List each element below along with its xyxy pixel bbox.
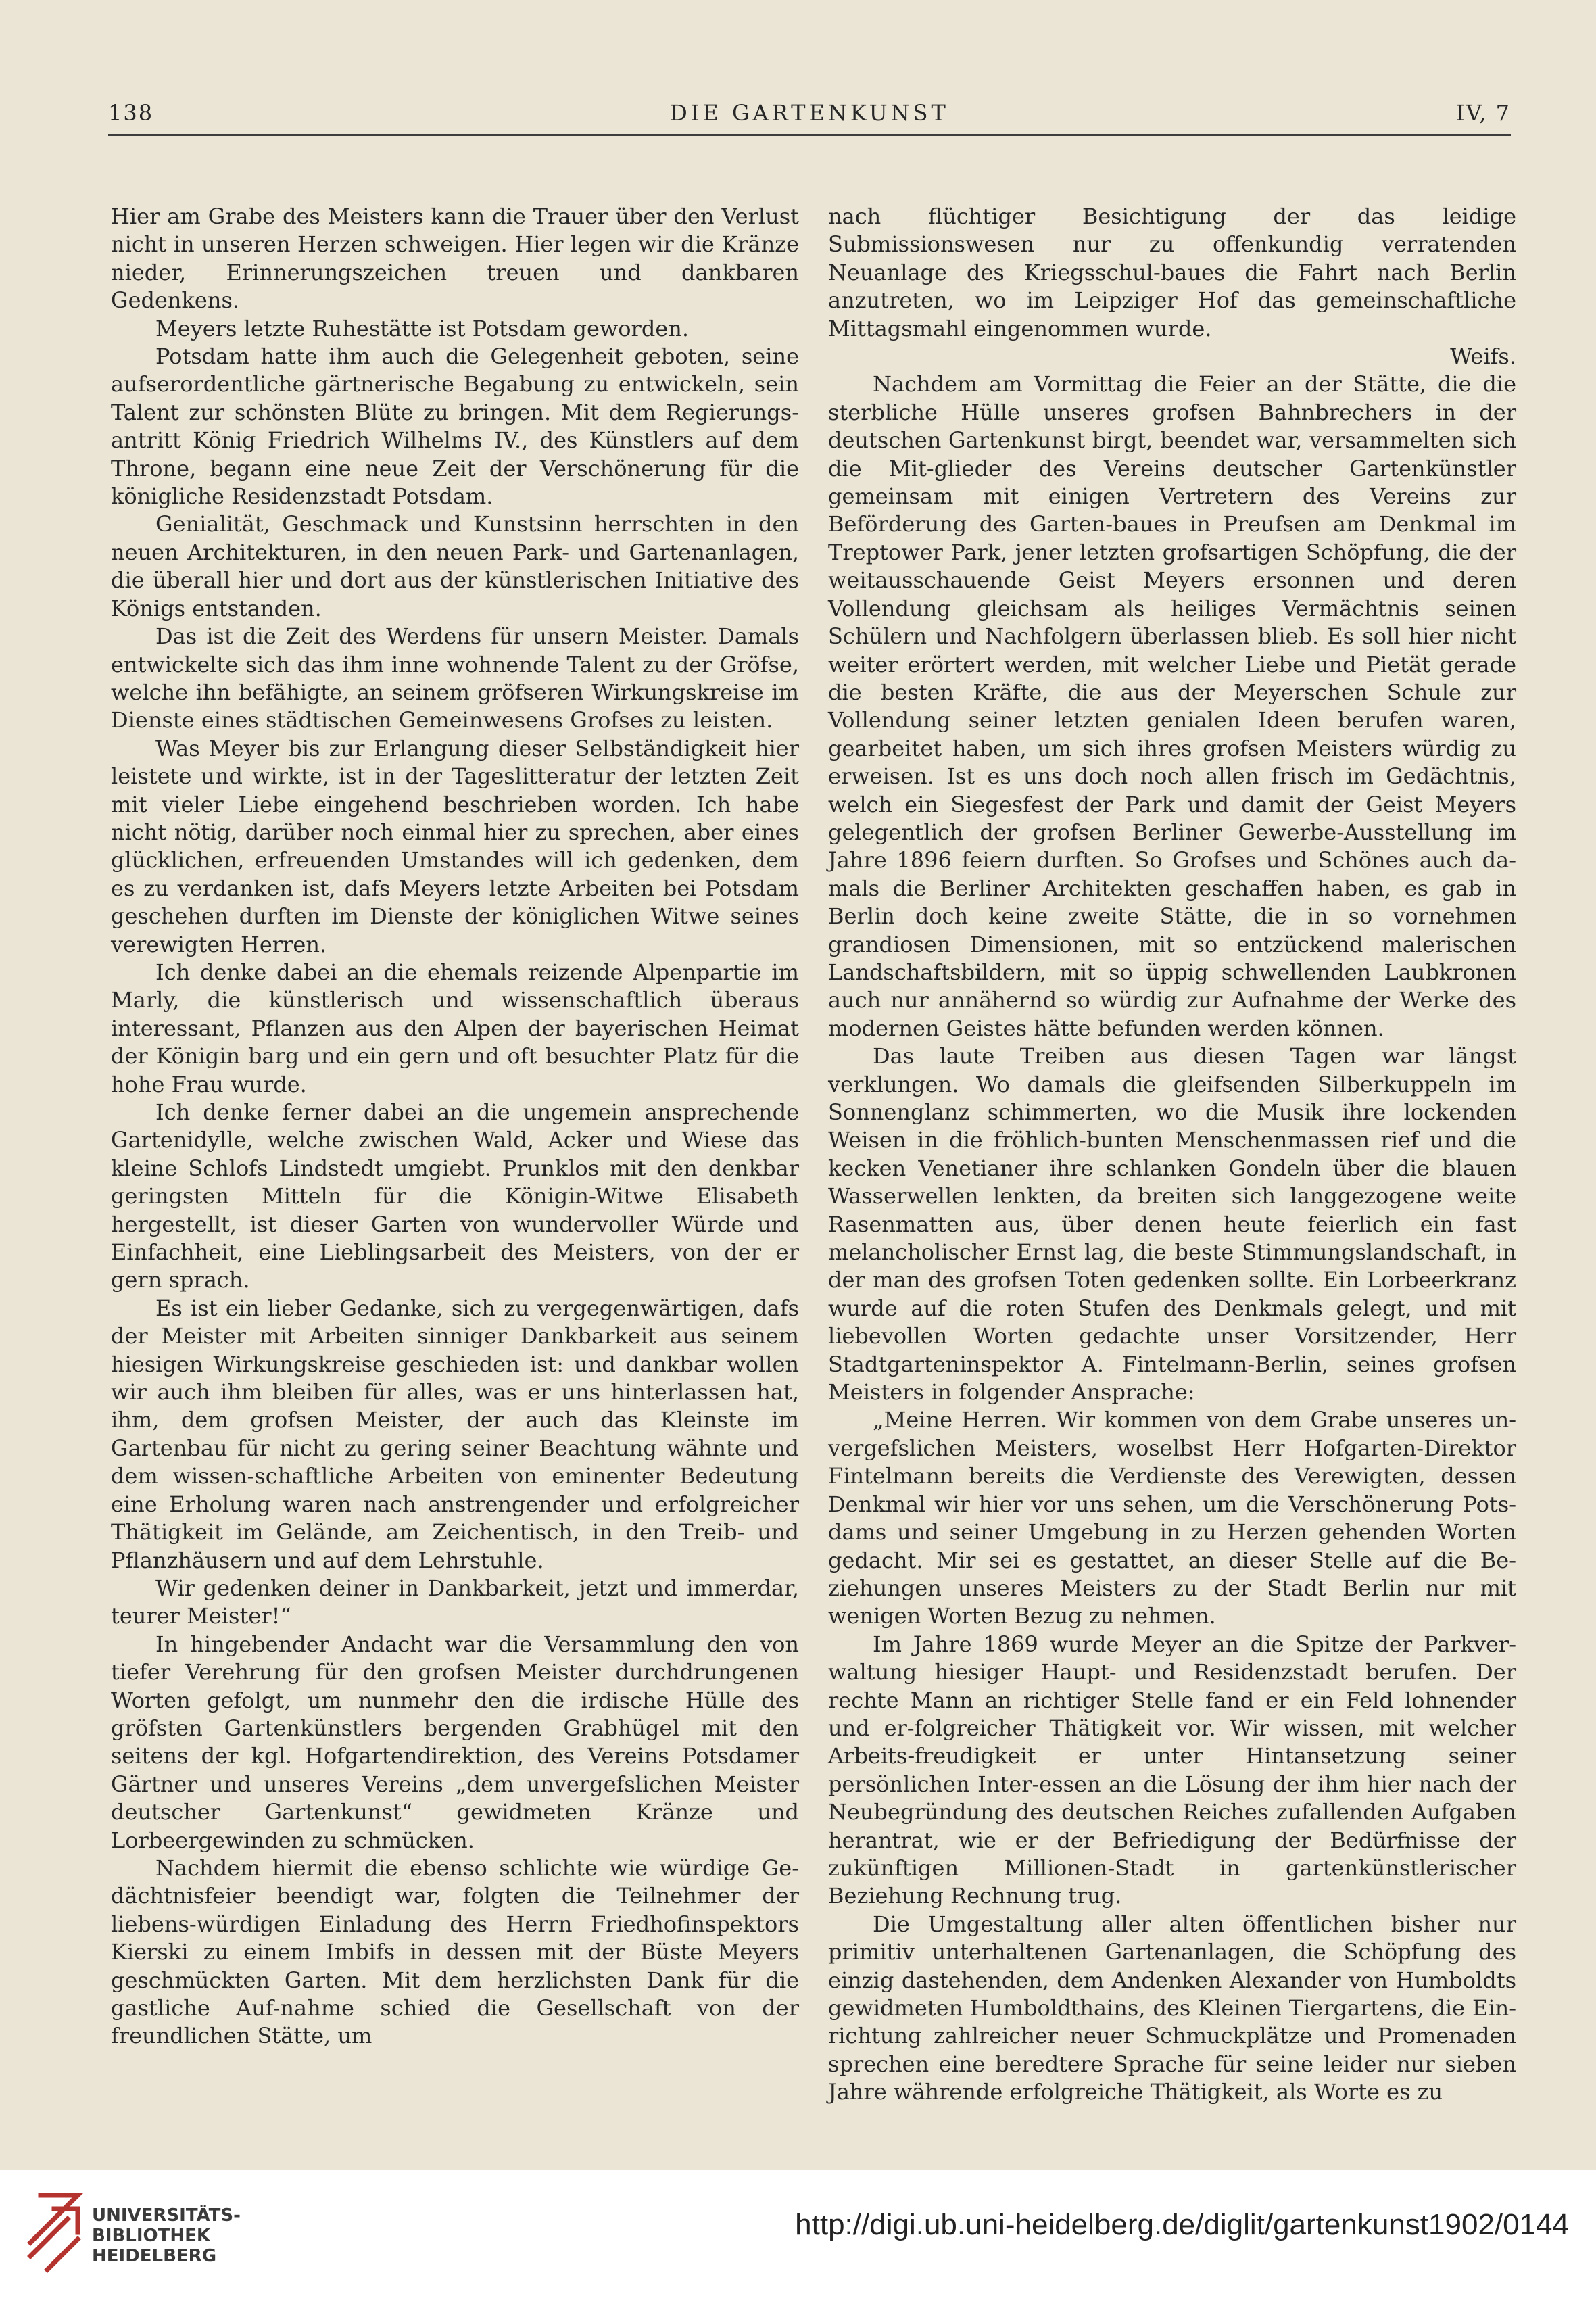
- paragraph: Nachdem hiermit die ebenso schlichte wie würdige Ge-dächtnisfeier beendigt war, folgten die Teilnehmer der liebens-würdigen Einladung des Herrn Friedhofinspektors Kierski zu einem Imbifs in dessen mit der Büste Meyers geschmückten Garten. Mit dem herzlichsten Dank für die gastliche Auf-nahme schied die Gesellschaft von der freundlichen Stätte, um: [111, 1854, 799, 2049]
- paragraph: Ich denke dabei an die ehemals reizende Alpenpartie im Marly, die künstlerisch und wissenschaftlich überaus interessant, Pflanzen aus den Alpen der bayerischen Heimat der Königin barg und ein gern und oft besuchter Platz für die hohe Frau wurde.: [111, 959, 799, 1097]
- paragraph: Was Meyer bis zur Erlangung dieser Selbständigkeit hier leistete und wirkte, ist in der Tageslitteratur der letzten Zeit mit vieler Liebe eingehend beschrieben worden. Ich habe nicht nötig, darüber noch einmal hier zu sprechen, aber eines glücklichen, erfreuenden Umstandes will ich gedenken, dem es zu verdanken ist, dafs Meyers letzte Arbeiten bei Potsdam geschehen durften im Dienste der königlichen Witwe seines verewigten Herren.: [111, 735, 799, 957]
- paragraph: Wir gedenken deiner in Dankbarkeit, jetzt und immerdar, teurer Meister!“: [111, 1575, 799, 1629]
- paragraph: Genialität, Geschmack und Kunstsinn herrschten in den neuen Architekturen, in den neuen Park- und Gartenanlagen, die überall hier und dort aus der künstlerischen Initiative des Königs entstanden.: [111, 511, 799, 621]
- library-logo-icon: [20, 2185, 88, 2280]
- paragraph: Potsdam hatte ihm auch die Gelegenheit geboten, seine aufserordentliche gärtnerische Begabung zu entwickeln, sein Talent zur schönsten Blüte zu bringen. Mit dem Regierungs-antritt König Friedrich Wilhelms IV., des Künstlers auf dem Throne, begann eine neue Zeit der Verschönerung für die königliche Residenzstadt Potsdam.: [111, 343, 799, 510]
- paragraph: Das laute Treiben aus diesen Tagen war längst verklungen. Wo damals die gleifsenden Silberkuppeln im Sonnenglanz schimmerten, wo die Musik ihre lockenden Weisen in die fröhlich-bunten Menschenmassen rief und die kecken Venetianer ihre schlanken Gondeln über die blauen Wasserwellen lenkten, da breiten sich langgezogene weite Rasenmatten aus, über denen heute feierlich ein fast melancholischer Ernst lag, die beste Stimmungslandschaft, in der man des grofsen Toten gedenken sollte. Ein Lorbeerkranz wurde auf die roten Stufen des Denkmals gelegt, und mit liebevollen Worten gedachte unser Vorsitzender, Herr Stadtgarteninspektor A. Fintelmann-Berlin, seines grofsen Meisters in folgender Ansprache:: [828, 1043, 1516, 1406]
- paragraph: In hingebender Andacht war die Versammlung den von tiefer Verehrung für den grofsen Meister durchdrungenen Worten gefolgt, um nunmehr den die irdische Hülle des gröfsten Gartenkünstlers bergenden Grabhügel mit den seitens der kgl. Hofgartendirektion, des Vereins Potsdamer Gärtner und unseres Vereins „dem unvergefslichen Meister deutscher Gartenkunst“ gewidmeten Kränze und Lorbeergewinden zu schmücken.: [111, 1631, 799, 1853]
- paragraph: Die Umgestaltung aller alten öffentlichen bisher nur primitiv unterhaltenen Gartenanlagen, die Schöpfung des einzig dastehenden, dem Andenken Alexander von Humboldts gewidmeten Humboldthains, des Kleinen Tiergartens, die Ein-richtung zahlreicher neuer Schmuckplätze und Promenaden sprechen eine beredtere Sprache für seine leider nur sieben Jahre währende erfolgreiche Thätigkeit, als Worte es zu: [828, 1911, 1516, 2105]
- paragraph: „Meine Herren. Wir kommen von dem Grabe unseres un-vergefslichen Meisters, woselbst Herr Hofgarten-Direktor Fintelmann bereits die Verdienste des Verewigten, dessen Denkmal wir hier vor uns sehen, um die Verschönerung Pots-dams und seiner Umgebung in zu Herzen gehenden Worten gedacht. Mir sei es gestattet, an dieser Stelle auf die Be-ziehungen unseres Meisters zu der Stadt Berlin nur mit wenigen Worten Bezug zu nehmen.: [828, 1407, 1516, 1629]
- library-footer: [0, 2170, 1596, 2298]
- library-name-line: BIBLIOTHEK: [92, 2226, 211, 2246]
- journal-title: DIE GARTENKUNST: [670, 100, 949, 126]
- paragraph: Ich denke ferner dabei an die ungemein ansprechende Gartenidylle, welche zwischen Wald, Acker und Wiese das kleine Schlofs Lindstedt umgiebt. Prunklos mit den denkbar geringsten Mitteln für die Königin-Witwe Elisabeth hergestellt, ist dieser Garten von wundervoller Würde und Einfachheit, eine Lieblingsarbeit des Meisters, von der er gern sprach.: [111, 1099, 799, 1293]
- paragraph: Das ist die Zeit des Werdens für unsern Meister. Damals entwickelte sich das ihm inne wohnende Talent zu der Gröfse, welche ihn befähigte, an seinem gröfseren Wirkungskreise im Dienste eines städtischen Gemeinwesens Grofses zu leisten.: [111, 623, 799, 734]
- library-name: [92, 2205, 241, 2266]
- left-column: [111, 203, 799, 2051]
- paragraph: Hier am Grabe des Meisters kann die Trauer über den Verlust nicht in unseren Herzen schweigen. Hier legen wir die Kränze nieder, Erinnerungszeichen treuen und dankbaren Gedenkens.: [111, 204, 799, 314]
- library-name-line: UNIVERSITÄTS-: [92, 2205, 241, 2226]
- paragraph: Im Jahre 1869 wurde Meyer an die Spitze der Parkver-waltung hiesiger Haupt- und Residenzstadt berufen. Der rechte Mann an richtiger Stelle fand er ein Feld lohnender und er-folgreicher Thätigkeit vor. Wir wissen, mit welcher Arbeits-freudigkeit er unter Hintansetzung seiner persönlichen Inter-essen an die Lösung der ihm hier nach der Neubegründung des deutschen Reiches zufallenden Aufgaben herantrat, wie er der Befriedigung der Bedürfnisse der zukünftigen Millionen-Stadt in gartenkünstlerischer Beziehung Rechnung trug.: [828, 1631, 1516, 1909]
- paragraph: nach flüchtiger Besichtigung der das leidige Submissionswesen nur zu offenkundig verratenden Neuanlage des Kriegsschul-baues die Fahrt nach Berlin anzutreten, wo im Leipziger Hof das gemeinschaftliche Mittagsmahl eingenommen wurde.: [828, 204, 1516, 341]
- library-name-line: HEIDELBERG: [92, 2246, 217, 2266]
- paragraph: Meyers letzte Ruhestätte ist Potsdam geworden.: [155, 315, 690, 341]
- page-number: 138: [108, 100, 154, 126]
- issue-number: IV, 7: [1456, 100, 1511, 126]
- author-signature: Weifs.: [1450, 343, 1516, 370]
- running-header: [108, 93, 1511, 136]
- right-column: [828, 203, 1516, 2107]
- paragraph: Nachdem am Vormittag die Feier an der Stätte, die die sterbliche Hülle unseres grofsen Bahnbrechers in der deutschen Gartenkunst birgt, beendet war, versammelten sich die Mit-glieder des Vereins deutscher Gartenkünstler gemeinsam mit einigen Vertretern des Vereins zur Beförderung des Garten-baues in Preufsen am Denkmal im Treptower Park, jener letzten grofsartigen Schöpfung, die der weitausschauende Geist Meyers ersonnen und deren Vollendung gleichsam als heiliges Vermächtnis seinen Schülern und Nachfolgern überlassen blieb. Es soll hier nicht weiter erörtert werden, mit welcher Liebe und Pietät gerade die besten Kräfte, die aus der Meyerschen Schule zur Vollendung seiner letzten genialen Ideen berufen waren, gearbeitet haben, um sich ihres grofsen Meisters würdig zu erweisen. Ist es uns doch noch allen frisch im Gedächtnis, welch ein Siegesfest der Park und damit der Geist Meyers gelegentlich der grofsen Berliner Gewerbe-Ausstellung im Jahre 1896 feiern durften. So Grofses und Schönes auch da-mals die Berliner Architekten geschaffen haben, es gab in Berlin doch keine zweite Stätte, die in so vornehmen grandiosen Dimensionen, mit so entzückend malerischen Landschaftsbildern, mit so üppig schwellenden Laubkronen auch nur annähernd so würdig zur Aufnahme der Werke des modernen Geistes hätte befunden werden können.: [828, 371, 1516, 1041]
- paragraph: Es ist ein lieber Gedanke, sich zu vergegenwärtigen, dafs der Meister mit Arbeiten sinniger Dankbarkeit aus seinem hiesigen Wirkungskreise geschieden ist: und dankbar wollen wir auch ihm bleiben für alles, was er uns hinterlassen hat, ihm, dem grofsen Meister, der auch das Kleinste im Gartenbau für nicht zu gering seiner Beachtung wähnte und dem wissen-schaftliche Arbeiten von eminenter Bedeutung eine Erholung waren nach anstrengender und erfolgreicher Thätigkeit im Gelände, am Zeichentisch, in den Treib- und Pflanzhäusern und auf dem Lehrstuhle.: [111, 1295, 799, 1573]
- permalink-url[interactable]: http://digi.ub.uni-heidelberg.de/diglit/gartenkunst1902/0144: [795, 2208, 1569, 2241]
